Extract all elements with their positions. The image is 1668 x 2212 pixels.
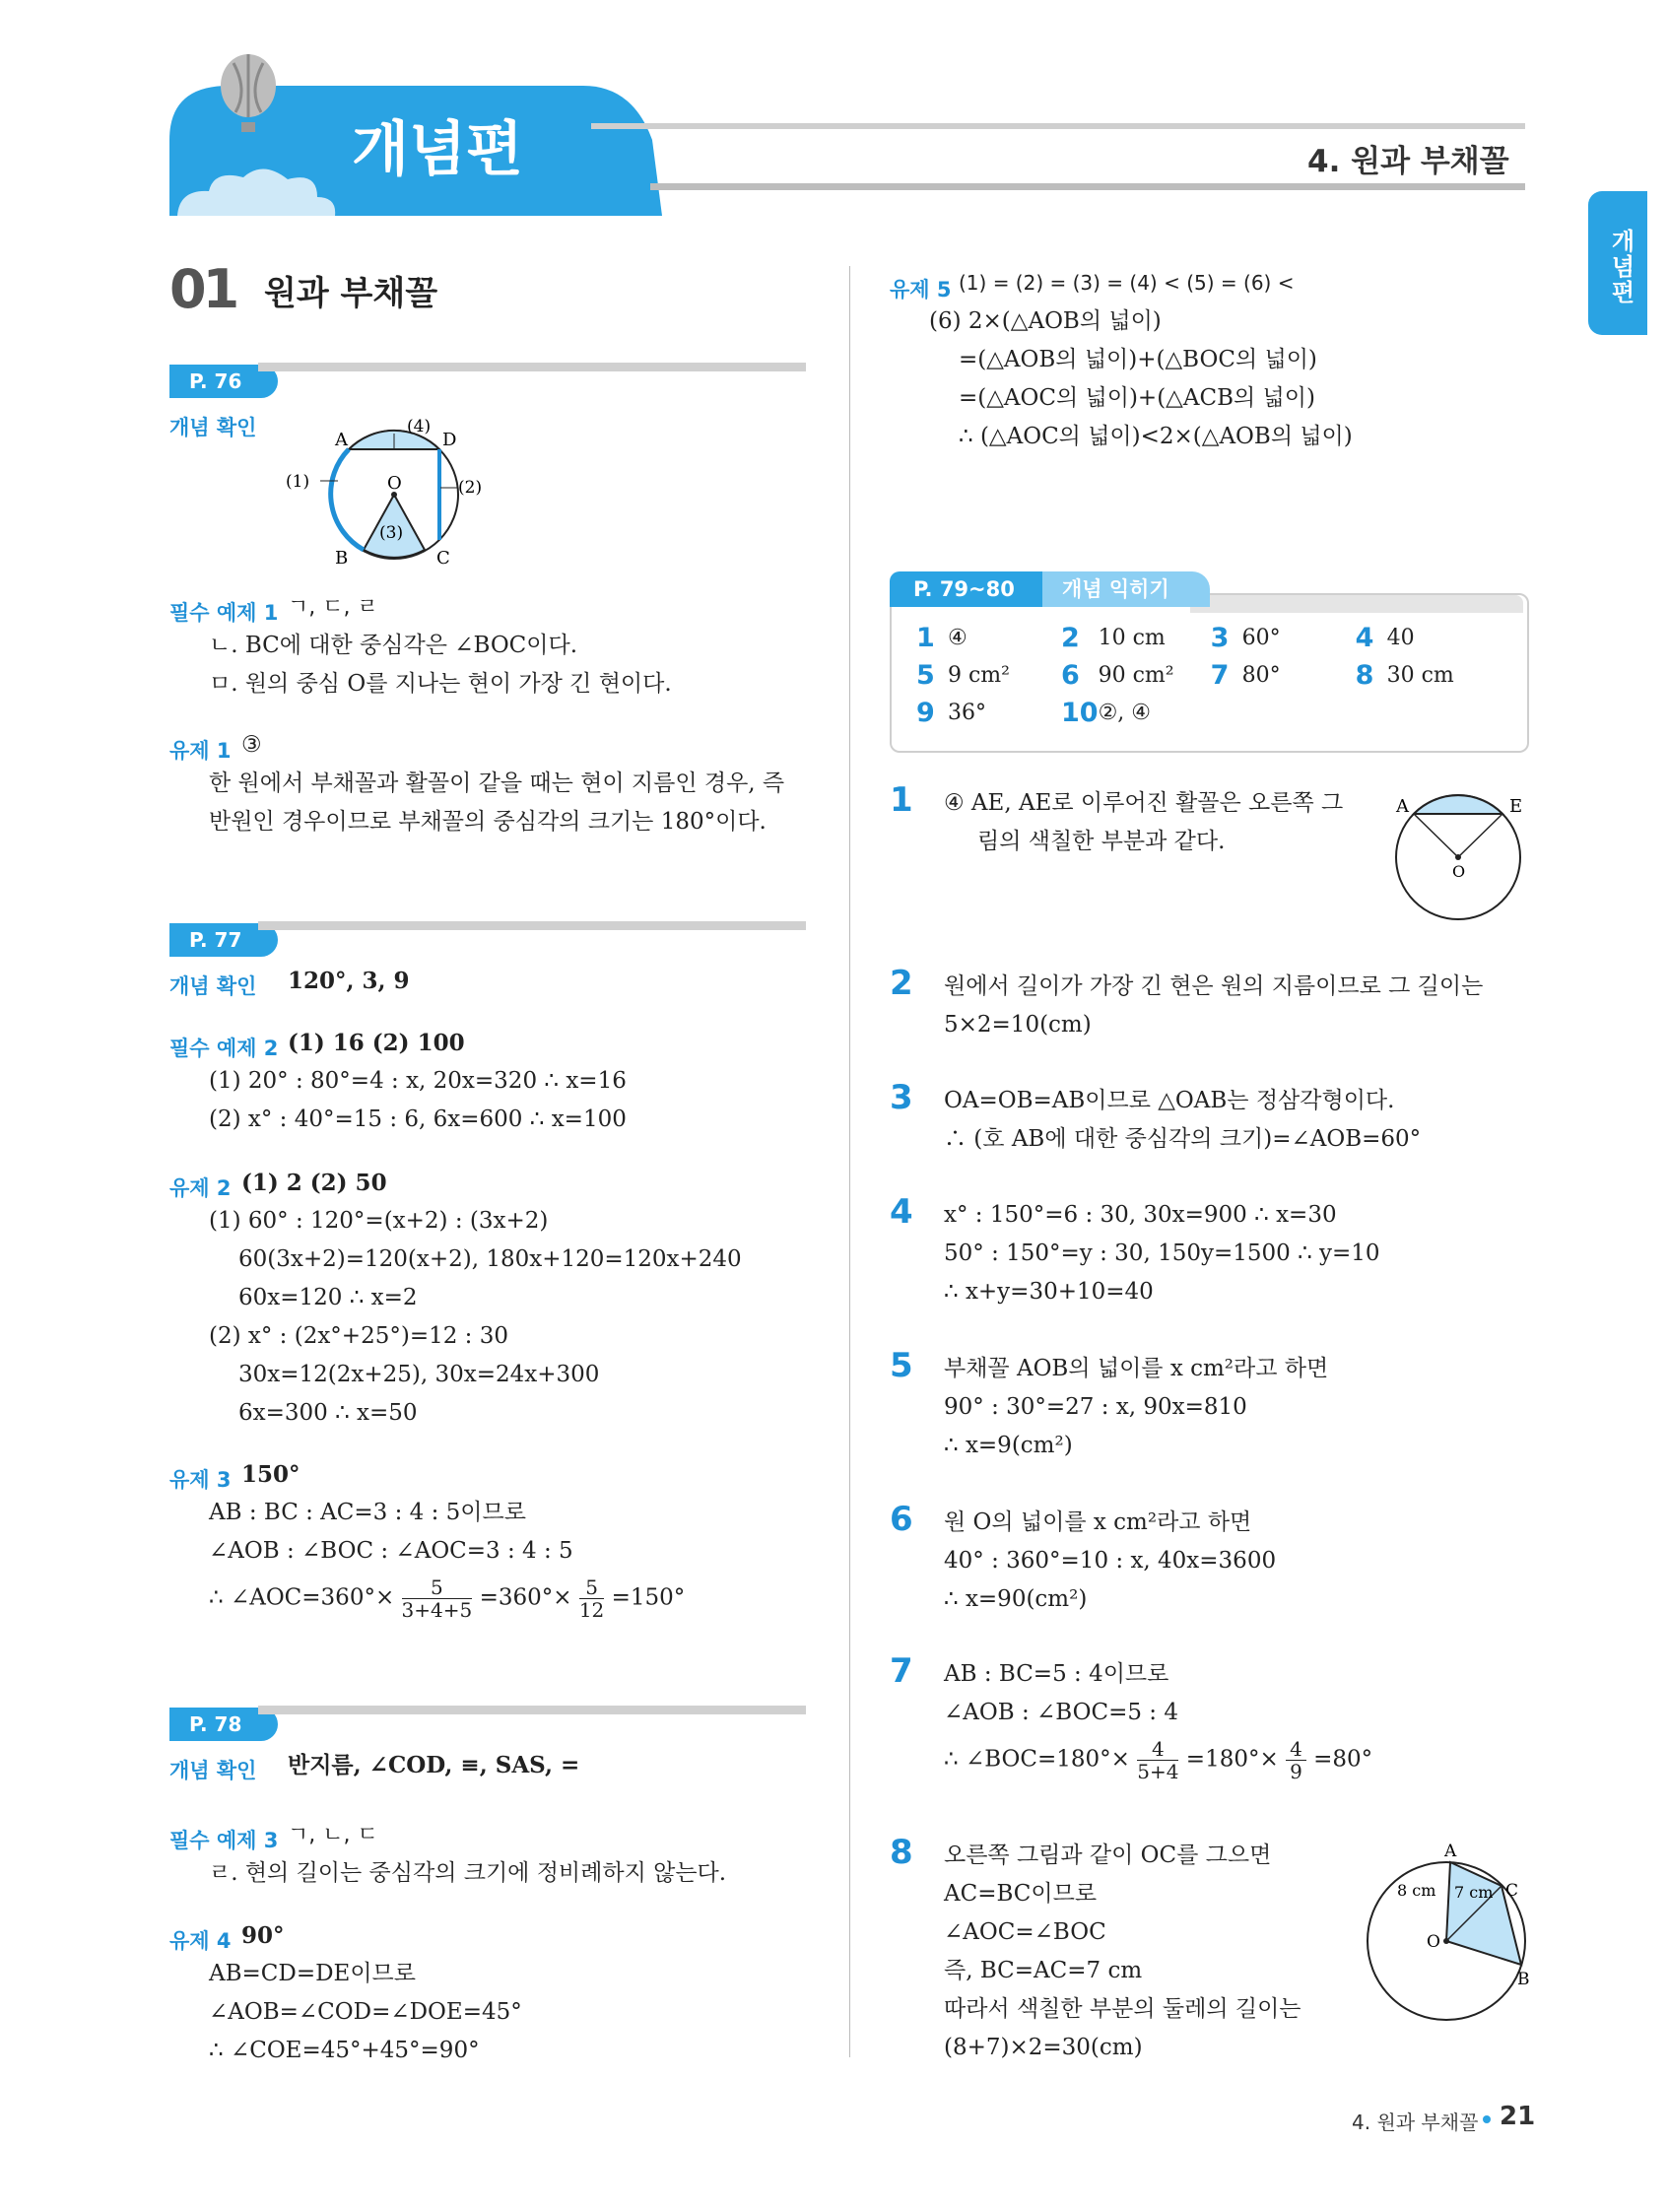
example3-answer: ㄱ, ㄴ, ㄷ <box>288 1823 378 1847</box>
example1-label: 필수 예제 1 <box>169 601 279 625</box>
sol2-line2: 5×2=10(cm) <box>944 1012 1092 1038</box>
sol7-line3 <box>944 1738 1372 1782</box>
ans-val: 36° <box>948 700 986 725</box>
yuje2-line2: 60(3x+2)=120(x+2), 180x+120=120x+240 <box>238 1246 742 1272</box>
sol7-f1n: 4 <box>1137 1738 1178 1761</box>
fig76-C: C <box>436 548 450 569</box>
sol3-line1: OA=OB=AB이므로 △OAB는 정삼각형이다. <box>944 1088 1395 1113</box>
side-tab-label: 개념편 <box>1607 229 1635 305</box>
yuje3-f1n: 5 <box>402 1576 473 1599</box>
ans-num: 1 <box>916 622 935 653</box>
page-rule-78 <box>258 1706 806 1714</box>
fig76-l4: (4) <box>407 417 432 436</box>
footer-dot <box>1483 2115 1491 2123</box>
yuje4-line2: ∠AOB=∠COD=∠DOE=45° <box>209 1999 522 2025</box>
sol7-f2n: 4 <box>1286 1738 1306 1761</box>
yuje1-answer: ③ <box>241 732 262 758</box>
sol3-number: 3 <box>890 1078 913 1117</box>
sol6-line3: ∴ x=90(cm²) <box>944 1586 1088 1612</box>
sol7-l3a: ∴ ∠BOC=180°× <box>944 1746 1130 1773</box>
ans-num: 8 <box>1355 659 1374 691</box>
yuje3-l3b: =360°× <box>479 1584 572 1611</box>
fig1-E: E <box>1509 796 1523 817</box>
sol8-line1: 오른쪽 그림과 같이 OC를 그으면 <box>944 1843 1272 1868</box>
balloon-icon <box>214 51 283 140</box>
page-rule-76 <box>258 363 806 371</box>
fig8-A: A <box>1444 1842 1457 1861</box>
fig8-O: O <box>1427 1932 1440 1952</box>
yuje3-frac2 <box>579 1576 604 1621</box>
example1-answer: ㄱ, ㄷ, ㄹ <box>288 595 378 620</box>
sol5-line1: 부채꼴 AOB의 넓이를 x cm²라고 하면 <box>944 1356 1329 1381</box>
sol7-frac2 <box>1286 1738 1306 1782</box>
sol5-number: 5 <box>890 1346 913 1385</box>
fig76-O: O <box>387 473 402 494</box>
example2-label: 필수 예제 2 <box>169 1037 279 1060</box>
sol7-number: 7 <box>890 1651 913 1691</box>
concept-answer-77: 120°, 3, 9 <box>288 968 410 994</box>
yuje5-label: 유제 5 <box>890 278 952 302</box>
yuje3-label: 유제 3 <box>169 1468 232 1492</box>
footer-chapter: 4. 원과 부채꼴 <box>1352 2111 1479 2134</box>
yuje2-line6: 6x=300 ∴ x=50 <box>238 1400 418 1426</box>
fig8-7cm: 7 cm <box>1454 1883 1494 1902</box>
yuje5-line4: ∴ (△AOC의 넓이)<2×(△AOB의 넓이) <box>959 424 1353 449</box>
ans-val: 40 <box>1386 625 1415 650</box>
sol1-line2: 림의 색칠한 부분과 같다. <box>977 829 1226 854</box>
sol4-line2: 50° : 150°=y : 30, 150y=1500 ∴ y=10 <box>944 1240 1380 1266</box>
column-divider <box>849 266 850 2057</box>
yuje4-label: 유제 4 <box>169 1929 232 1953</box>
yuje3-l3c: =150° <box>611 1584 686 1611</box>
sol5-line3: ∴ x=9(cm²) <box>944 1433 1073 1458</box>
yuje2-answer: (1) 2 (2) 50 <box>241 1170 387 1196</box>
practice-badge: P. 79~80 <box>890 571 1042 607</box>
example3-line1: ㄹ. 현의 길이는 중심각의 크기에 정비례하지 않는다. <box>209 1860 727 1886</box>
page-badge-77: P. 77 <box>169 923 278 957</box>
ans-num: 10 <box>1061 697 1099 728</box>
fig76-B: B <box>335 548 349 569</box>
sol8-line2: AC=BC이므로 <box>944 1881 1098 1907</box>
page-badge-78: P. 78 <box>169 1708 278 1741</box>
sol1-line1: ④ AE, AE로 이루어진 활꼴은 오른쪽 그 <box>944 790 1344 816</box>
sol1-number: 1 <box>890 780 913 820</box>
sol8-line6: (8+7)×2=30(cm) <box>944 2035 1143 2060</box>
yuje5-answer: (1) = (2) = (3) = (4) < (5) = (6) < <box>959 271 1295 295</box>
fig76-l3: (3) <box>379 523 404 543</box>
fig8-B: B <box>1517 1970 1530 1989</box>
ans-num: 3 <box>1210 622 1230 653</box>
fig8-C: C <box>1505 1881 1519 1901</box>
ans-val: ④ <box>948 625 967 650</box>
yuje4-line1: AB=CD=DE이므로 <box>209 1961 416 1986</box>
sol6-line2: 40° : 360°=10 : x, 40x=3600 <box>944 1548 1277 1574</box>
ans-val: 80° <box>1241 662 1281 688</box>
yuje2-line1: (1) 60° : 120°=(x+2) : (3x+2) <box>209 1208 549 1234</box>
chapter-title: 4. 원과 부채꼴 <box>1307 144 1509 179</box>
ans-num: 9 <box>916 697 935 728</box>
fig8-8cm: 8 cm <box>1397 1881 1436 1900</box>
banner-title: 개념편 <box>352 115 523 184</box>
sol7-line1: AB : BC=5 : 4이므로 <box>944 1661 1169 1687</box>
sol2-number: 2 <box>890 964 913 1003</box>
sol7-line2: ∠AOB : ∠BOC=5 : 4 <box>944 1700 1178 1725</box>
practice-tab: 개념 익히기 <box>1042 571 1210 607</box>
sol8-number: 8 <box>890 1833 913 1872</box>
yuje4-line3: ∴ ∠COE=45°+45°=90° <box>209 2038 480 2063</box>
circle-figure-8 <box>1350 1835 1547 2032</box>
yuje2-line5: 30x=12(2x+25), 30x=24x+300 <box>238 1362 600 1387</box>
concept-check-label-77: 개념 확인 <box>169 974 257 998</box>
ans-num: 7 <box>1210 659 1230 691</box>
sol8-line3: ∠AOC=∠BOC <box>944 1919 1106 1945</box>
fig1-O: O <box>1452 862 1466 881</box>
ans-num: 6 <box>1061 659 1080 691</box>
example2-line2: (2) x° : 40°=15 : 6, 6x=600 ∴ x=100 <box>209 1106 627 1132</box>
sol7-f1d: 5+4 <box>1137 1760 1179 1783</box>
side-tab <box>1588 191 1647 335</box>
header-rule-bottom <box>650 183 1525 190</box>
section-title: 원과 부채꼴 <box>264 274 438 313</box>
fig76-A: A <box>335 430 348 450</box>
sol4-line1: x° : 150°=6 : 30, 30x=900 ∴ x=30 <box>944 1202 1337 1228</box>
yuje1-line2: 반원인 경우이므로 부채꼴의 중심각의 크기는 180°이다. <box>209 809 767 835</box>
circle-figure-76 <box>281 414 527 571</box>
sol7-f2d: 9 <box>1290 1760 1302 1783</box>
page-badge-76: P. 76 <box>169 365 278 398</box>
concept-answer-78: 반지름, ∠COD, ≡, SAS, = <box>288 1752 580 1778</box>
sol6-number: 6 <box>890 1500 913 1539</box>
yuje1-line1: 한 원에서 부채꼴과 활꼴이 같을 때는 현이 지름인 경우, 즉 <box>209 771 785 796</box>
ans-num: 2 <box>1061 622 1080 653</box>
concept-check-label-78: 개념 확인 <box>169 1759 257 1782</box>
circle-figure-1 <box>1384 788 1532 926</box>
yuje4-answer: 90° <box>241 1922 285 1949</box>
yuje3-line2: ∠AOB : ∠BOC : ∠AOC=3 : 4 : 5 <box>209 1538 573 1564</box>
sol4-number: 4 <box>890 1192 913 1232</box>
example1-line1: ㄴ. BC에 대한 중심각은 ∠BOC이다. <box>209 633 578 658</box>
sol7-l3b: =180°× <box>1185 1746 1279 1773</box>
ans-val: 9 cm² <box>948 662 1010 688</box>
yuje3-frac1 <box>402 1576 473 1621</box>
sol7-frac1 <box>1137 1738 1178 1782</box>
sol6-line1: 원 O의 넓이를 x cm²라고 하면 <box>944 1509 1252 1535</box>
yuje3-answer: 150° <box>241 1461 300 1488</box>
example2-answer: (1) 16 (2) 100 <box>288 1030 465 1056</box>
header-rule-top <box>591 123 1525 129</box>
ans-val: ②, ④ <box>1098 700 1152 725</box>
ans-val: 60° <box>1241 625 1281 650</box>
page-rule-77 <box>258 921 806 930</box>
yuje5-line1: (6) 2×(△AOB의 넓이) <box>929 308 1162 334</box>
yuje3-line3 <box>209 1576 685 1621</box>
yuje3-l3a: ∴ ∠AOC=360°× <box>209 1584 395 1611</box>
yuje3-line1: AB : BC : AC=3 : 4 : 5이므로 <box>209 1500 526 1525</box>
yuje2-line3: 60x=120 ∴ x=2 <box>238 1285 418 1310</box>
ans-num: 5 <box>916 659 935 691</box>
header-banner <box>169 81 662 216</box>
yuje5-line2: =(△AOB의 넓이)+(△BOC의 넓이) <box>959 347 1317 372</box>
ans-num: 4 <box>1355 622 1374 653</box>
practice-answers <box>916 619 1486 731</box>
fig76-l2: (2) <box>458 478 483 498</box>
sol7-l3c: =80° <box>1313 1746 1373 1773</box>
sol8-line5: 따라서 색칠한 부분의 둘레의 길이는 <box>944 1996 1301 2022</box>
yuje3-f1d: 3+4+5 <box>401 1598 473 1622</box>
practice-box-rule <box>1190 595 1523 613</box>
sol2-line1: 원에서 길이가 가장 긴 현은 원의 지름이므로 그 길이는 <box>944 973 1484 999</box>
sol4-line3: ∴ x+y=30+10=40 <box>944 1279 1154 1305</box>
ans-val: 90 cm² <box>1098 662 1174 688</box>
ans-val: 30 cm <box>1386 662 1454 688</box>
fig76-l1: (1) <box>286 472 310 492</box>
yuje5-line3: =(△AOC의 넓이)+(△ACB의 넓이) <box>959 385 1315 411</box>
example1-line2: ㅁ. 원의 중심 O를 지나는 현이 가장 긴 현이다. <box>209 671 672 697</box>
example2-line1: (1) 20° : 80°=4 : x, 20x=320 ∴ x=16 <box>209 1068 627 1094</box>
yuje3-f2n: 5 <box>579 1576 604 1599</box>
fig76-D: D <box>442 430 457 450</box>
yuje2-label: 유제 2 <box>169 1176 232 1200</box>
sol5-line2: 90° : 30°=27 : x, 90x=810 <box>944 1394 1247 1420</box>
sol3-line2: ∴ (호 AB에 대한 중심각의 크기)=∠AOB=60° <box>944 1126 1422 1152</box>
footer-page-number: 21 <box>1500 2102 1536 2131</box>
section-number: 01 <box>169 258 236 320</box>
concept-check-label: 개념 확인 <box>169 416 257 439</box>
fig1-A: A <box>1396 796 1409 817</box>
sol8-line4: 즉, BC=AC=7 cm <box>944 1958 1143 1983</box>
yuje1-label: 유제 1 <box>169 739 232 763</box>
yuje3-f2d: 12 <box>578 1598 605 1622</box>
yuje2-line4: (2) x° : (2x°+25°)=12 : 30 <box>209 1323 508 1349</box>
ans-val: 10 cm <box>1098 625 1166 650</box>
example3-label: 필수 예제 3 <box>169 1829 279 1852</box>
